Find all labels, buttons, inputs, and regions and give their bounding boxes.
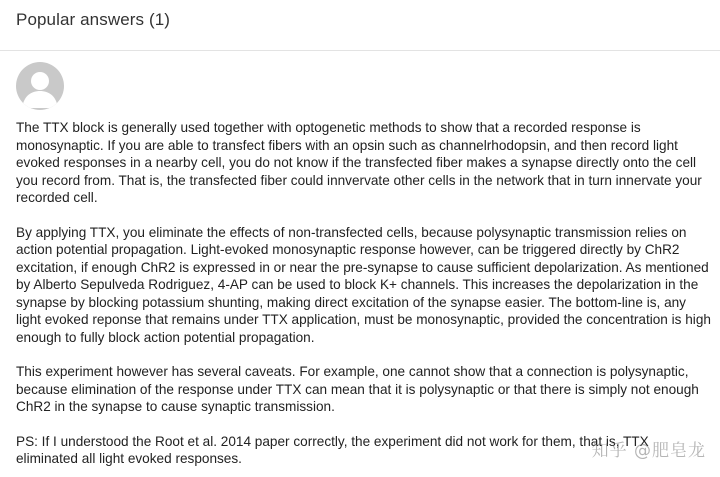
avatar[interactable] [16,62,64,110]
answer-paragraph: By applying TTX, you eliminate the effects of non-transfected cells, because polysynaptic transmission relies on action potential propagation. Light-evoked monosynaptic response however, can be triggered directly by ChR2 excitation, if enough ChR2 is expressed in or near the pre-synapse to cause sufficient depolarization. As mentioned by Alberto Sepulveda Rodriguez, 4-AP can be used to block K+ channels. This increases the depolarization in the synapse by blocking potassium shunting, making direct excitation of the synapse easier. The bottom-line is, any light evoked reponse that remains under TTX application, must be monosynaptic, provided the concentration is high enough to fully block action potential propagation. [16,224,711,345]
user-silhouette-icon [16,62,64,110]
answers-header [0,0,720,51]
answer-paragraph: The TTX block is generally used together with optogenetic methods to show that a recorded response is monosynaptic. If you are able to transfect fibers with an opsin such as channelrhodopsin, and then record light evoked responses in a nearby cell, you do not know if the transfected fiber makes a synapse directly onto the cell you record from. That is, the transfected fiber could innvervate other cells in the network that in turn innervate your recorded cell. [16,120,702,205]
answer-paragraph: This experiment however has several caveats. For example, one cannot show that a connection is polysynaptic, because elimination of the response under TTX can mean that it is polysynaptic or that there is simply not enough ChR2 in the synapse to cause synaptic transmission. [16,364,699,414]
watermark: 知乎 @肥皂龙 [591,441,706,461]
section-title: Popular answers (1) [16,10,171,29]
answer-body [16,119,712,477]
answer-paragraph: PS: If I understood the Root et al. 2014 paper correctly, the experiment did not work for them, that is, TTX eliminated all light evoked responses. [16,433,649,466]
